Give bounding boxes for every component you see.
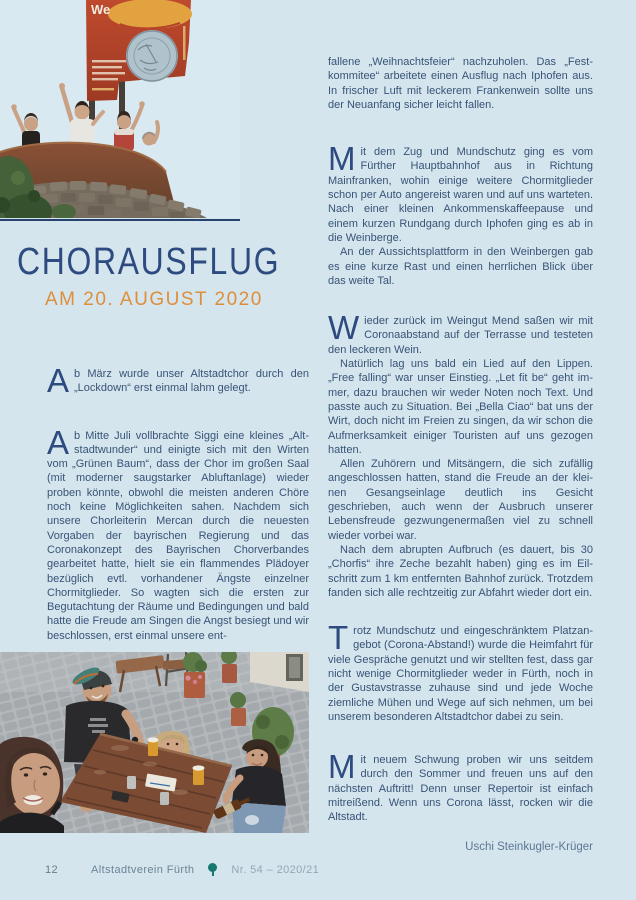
dropcap-letter: W <box>328 309 360 347</box>
body-paragraph <box>328 748 593 824</box>
paragraph-text: b März wurde unser Altstadtchor durch den „Lockdown“ erst einmal lahm gelegt. <box>74 368 309 395</box>
sign-text: We <box>91 2 111 17</box>
body-paragraph: Nach dem abrupten Aufbruch (es dauert, bis 30 „Chorfis“ ihre Zeche bezahlt haben) ging es im Eilschritt zum 1 km entfernten Bahnhof zurück. Trotzdem fanden sich alle rechtzeitig zur Abfahrt wieder dort ein. <box>328 543 593 599</box>
article-title: CHORAUSFLUG <box>17 241 281 283</box>
intro-paragraph <box>47 362 309 399</box>
section-outlook <box>328 748 593 824</box>
photo-beer-garden <box>0 652 309 833</box>
sign-emblem <box>126 30 178 82</box>
dropcap-letter: A <box>47 423 70 461</box>
body-paragraph: Natürlich lag uns bald ein Lied auf den Lippen. „Free falling“ war unser Einstieg. „Let fit be“ geht immer, dazu brauchen wir weder Noten noch Text. Und passte auch zu Situation. Bei „Bella Ciao“ bat uns der Wirt, doch nicht im Freien zu singen, da wir schon die Aufmerksamkeit einiger Touristen auf uns gezogen hatten. <box>328 358 593 456</box>
body-paragraph <box>328 140 593 245</box>
tree-pin-icon <box>208 863 217 876</box>
paragraph-text: it neuem Schwung proben wir uns seitdem durch den Sommer und freuen uns auf den nächsten Auftritt! Denn unser Repertoir ist einfach mitreißend. Wenn uns Corona lässt, rocken wir die Altstadt. <box>328 754 593 824</box>
section-winery <box>328 309 593 600</box>
issue-number: Nr. 54 – 2020/21 <box>231 863 320 876</box>
paragraph-text: b Mitte Juli vollbrachte Siggi eine kleines „Altstadtwunder“ und einigte sich mit den Wirten vom „Grünen Baum“, dass der Chor im großen Saal (mit moderner saugstarker Abluftanlage) wieder proben könnte, obwohl die meisten anderen Chöre noch keine Möglichkeiten sahen. Nachdem sich unsere Chorleiterin Mercan durch die neuesten Vorgaben der bayrischen Regierung und das Coronakonzept des Bayrischen Chorverbandes gearbeitet hatte, hielt sie ein flammendes Plädoyer bezüglich evtl. vorhandener Ängste einzelner Chormitglieder. So wagten sich die ersten zur Begutachtung der Räume und Bedingungen und bald hatte die Freude am Singen die Angst besiegt und wir beschlossen, erst einmal unsere ent- <box>47 429 309 642</box>
body-paragraph: An der Aussichtsplattform in den Weinbergen gab es eine kurze Rast und einen herrlichen Blick über das weite Tal. <box>328 246 593 287</box>
paragraph-text: ieder zurück im Weingut Mend saßen wir mit Coronaabstand auf der Terrasse und testeten den leckeren Wein. <box>328 315 593 356</box>
paragraph-text: rotz Mundschutz und eingeschränktem Platzangebot (Corona-Abstand!) wurde die Heimfahrt für viele Gespräche genutzt und wir stellten fest, dass gar nicht wenige Chormitglieder weder in Fürth, noch in der Gustavstrasse zuhause sind und jede Woche ziemliche Mühen und Wege auf sich nehmen, um bei unserem besonderen Altstadtchor dabei zu sein. <box>328 625 593 723</box>
section-train-trip <box>328 140 593 288</box>
body-paragraph: fallene „Weihnachtsfeier“ nachzuholen. Das „Festkommitee“ arbeitete einen Ausflug nach Iphofen aus. In frischer Luft mit leckerem Frankenwein sollte uns der Neuanfang sicher leicht fallen. <box>328 56 593 111</box>
photo-lookout-platform <box>0 0 240 218</box>
article-subtitle: AM 20. AUGUST 2020 <box>45 289 263 310</box>
body-paragraph <box>328 309 593 357</box>
body-paragraph <box>47 423 309 643</box>
body-paragraph <box>328 619 593 724</box>
dropcap-letter: M <box>328 748 356 786</box>
publisher-name: Altstadtverein Fürth <box>91 863 195 876</box>
dropcap-letter: T <box>328 619 349 657</box>
right-column <box>328 55 593 854</box>
body-paragraph: Allen Zuhörern und Mitsängern, die sich zufällig angeschlossen hatten, stand die Freude an der kleinen Gesangseinlage deutlich ins Gesicht geschrieben, auch wenn der Ausbruch unserer Lebensfreude gezwungenermaßen viel zu schnell wieder vorbei war. <box>328 458 593 542</box>
photo-divider-rule <box>0 219 240 221</box>
left-column <box>47 362 309 643</box>
page-number: 12 <box>45 863 59 876</box>
section-return-trip <box>328 619 593 724</box>
author-byline: Uschi Steinkugler-Krüger <box>465 840 593 853</box>
dropcap-letter: M <box>328 140 356 178</box>
page-footer <box>45 863 319 876</box>
paragraph-text: it dem Zug und Mundschutz ging es vom Fürther Hauptbahnhof aus in Richtung Mainfranken, wohin einige weitere Chormitglieder schon per Auto angereist waren und auf uns warteten. Nach einer kleinen Ankommenskaffeepause und einem kurzen Rundgang durch Iphofen ging es ab in die Weinberge. <box>328 146 593 244</box>
dropcap-letter: A <box>47 362 70 399</box>
